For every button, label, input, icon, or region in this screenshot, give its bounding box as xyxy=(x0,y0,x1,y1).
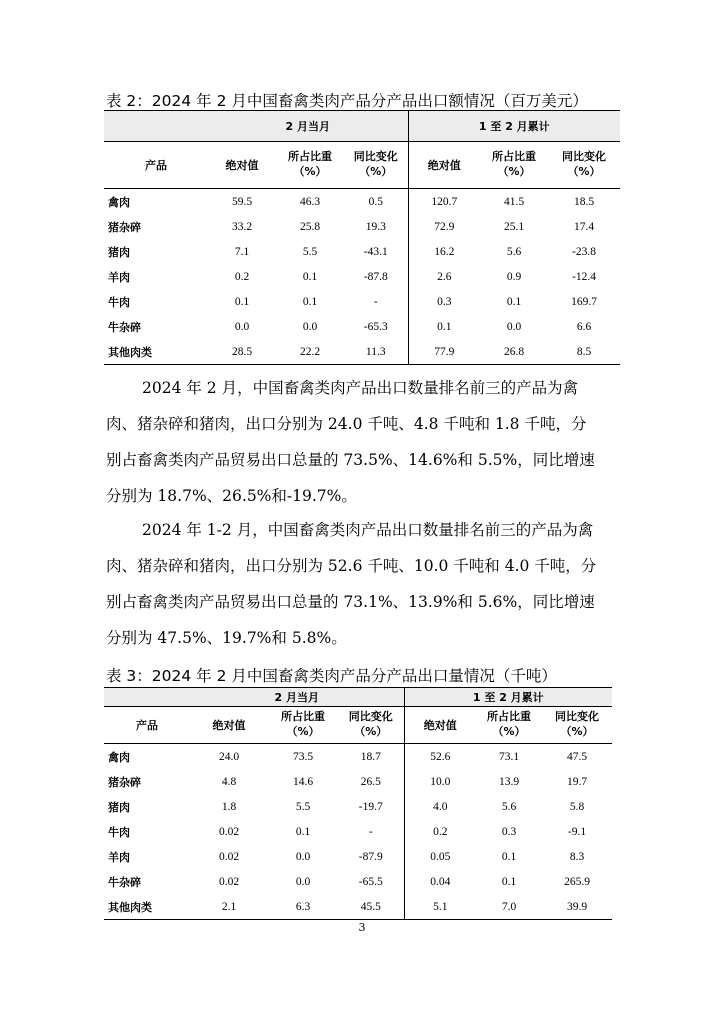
cum-yoy-change: -9.1 xyxy=(567,825,587,838)
cum-share-percent: 0.1 xyxy=(501,850,517,863)
cum-share-percent: 73.1 xyxy=(498,750,520,763)
cum-share-percent: 0.3 xyxy=(501,825,517,838)
group-cumulative-header: 1 至 2 月累计 xyxy=(404,688,612,707)
yoy-change: 18.7 xyxy=(360,750,381,763)
col-product: 产品 xyxy=(104,707,190,744)
product-name: 禽肉 xyxy=(108,195,130,209)
table-row xyxy=(104,769,612,794)
group-current-header: 2 月当月 xyxy=(208,111,408,142)
table-row xyxy=(104,339,620,365)
table3-caption: 表 3：2024 年 2 月中国畜禽类肉产品分产品出口量情况（千吨） xyxy=(106,667,557,685)
col-yoy: 同比变化 （%） xyxy=(338,707,404,744)
product-name: 牛肉 xyxy=(108,295,130,309)
product-name: 猪杂碎 xyxy=(108,775,141,789)
cum-absolute-value: 72.9 xyxy=(408,214,480,239)
table2-caption: 表 2：2024 年 2 月中国畜禽类肉产品分产品出口额情况（百万美元） xyxy=(106,92,588,110)
table-row xyxy=(104,214,620,239)
cum-share-percent: 0.1 xyxy=(501,875,517,888)
share-percent: 0.1 xyxy=(302,295,318,308)
yoy-change: -43.1 xyxy=(363,245,388,258)
col-yoy-cum: 同比变化 （%） xyxy=(548,142,620,189)
table-row xyxy=(104,894,612,920)
yoy-change: - xyxy=(368,825,373,838)
absolute-value: 4.8 xyxy=(221,775,237,788)
cum-absolute-value: 5.1 xyxy=(404,894,476,920)
col-absolute: 绝对值 xyxy=(208,142,276,189)
group-current-header: 2 月当月 xyxy=(190,688,404,707)
product-name: 猪杂碎 xyxy=(108,220,141,234)
paragraph-line: 2024 年 2 月，中国畜禽类肉产品出口数量排名前三的产品为禽 xyxy=(142,379,579,397)
cum-share-percent: 26.8 xyxy=(480,339,548,365)
col-absolute-cum: 绝对值 xyxy=(404,707,476,744)
table-row xyxy=(104,314,620,339)
yoy-change: -19.7 xyxy=(358,800,383,813)
col-share: 所占比重 （%） xyxy=(276,142,344,189)
header-blank xyxy=(104,111,208,142)
paragraph-february xyxy=(106,370,618,514)
table-row xyxy=(104,289,620,314)
table-row xyxy=(104,264,620,289)
share-percent: 14.6 xyxy=(292,775,314,788)
paragraph-line: 肉、猪杂碎和猪肉，出口分别为 52.6 千吨、10.0 千吨和 4.0 千吨，分 xyxy=(106,557,597,575)
share-percent: 22.2 xyxy=(276,339,344,365)
yoy-change: 11.3 xyxy=(344,339,408,365)
table-row xyxy=(104,869,612,894)
product-name: 羊肉 xyxy=(108,850,130,864)
share-percent: 0.1 xyxy=(295,825,311,838)
cum-absolute-value: 0.2 xyxy=(404,819,476,844)
cum-yoy-change: 265.9 xyxy=(564,875,590,888)
cum-yoy-change: 5.8 xyxy=(569,800,585,813)
absolute-value: 33.2 xyxy=(231,220,253,233)
paragraph-line: 肉、猪杂碎和猪肉，出口分别为 24.0 千吨、4.8 千吨和 1.8 千吨，分 xyxy=(106,415,587,433)
page-number: 3 xyxy=(358,921,366,934)
absolute-value: 7.1 xyxy=(234,245,250,258)
cum-yoy-change: 18.5 xyxy=(573,195,595,208)
cum-yoy-change: 6.6 xyxy=(576,320,592,333)
product-name: 猪肉 xyxy=(108,800,130,814)
cum-yoy-change: 17.4 xyxy=(573,220,595,233)
absolute-value: 24.0 xyxy=(218,750,240,763)
cum-share-percent: 0.1 xyxy=(506,295,522,308)
product-name: 牛肉 xyxy=(108,825,130,839)
cum-yoy-change: 39.9 xyxy=(542,894,612,920)
product-name: 禽肉 xyxy=(108,750,130,764)
cum-yoy-change: -23.8 xyxy=(572,245,597,258)
absolute-value: 59.5 xyxy=(231,195,253,208)
cum-yoy-change: 47.5 xyxy=(566,750,588,763)
cum-share-percent: 25.1 xyxy=(503,220,525,233)
yoy-change: -65.5 xyxy=(358,875,383,888)
cum-absolute-value: 0.04 xyxy=(404,869,476,894)
cum-share-percent: 0.0 xyxy=(506,320,522,333)
cum-share-percent: 13.9 xyxy=(498,775,520,788)
table-row xyxy=(104,794,612,819)
absolute-value: 0.02 xyxy=(218,875,240,888)
table-row xyxy=(104,189,620,215)
yoy-change: -87.9 xyxy=(358,850,383,863)
header-blank xyxy=(104,688,190,707)
cum-absolute-value: 10.0 xyxy=(404,769,476,794)
yoy-change: 45.5 xyxy=(338,894,404,920)
cum-share-percent: 5.6 xyxy=(501,800,517,813)
product-name: 羊肉 xyxy=(108,270,130,284)
cum-yoy-change: 19.7 xyxy=(566,775,588,788)
yoy-change: 19.3 xyxy=(365,220,386,233)
table-row xyxy=(104,844,612,869)
col-share-cum: 所占比重 （%） xyxy=(476,707,542,744)
cum-absolute-value: 0.05 xyxy=(404,844,476,869)
cum-yoy-change: 8.3 xyxy=(569,850,585,863)
col-yoy: 同比变化 （%） xyxy=(344,142,408,189)
absolute-value: 0.0 xyxy=(234,320,250,333)
absolute-value: 0.2 xyxy=(234,270,250,283)
absolute-value: 1.8 xyxy=(221,800,237,813)
yoy-change: 26.5 xyxy=(360,775,381,788)
table2-export-value xyxy=(104,110,620,365)
yoy-change: -87.8 xyxy=(363,270,388,283)
cum-share-percent: 5.6 xyxy=(506,245,522,258)
cum-yoy-change: 8.5 xyxy=(548,339,620,365)
cum-absolute-value: 2.6 xyxy=(408,264,480,289)
cum-share-percent: 7.0 xyxy=(476,894,542,920)
product-name: 其他肉类 xyxy=(104,339,208,365)
yoy-change: 0.5 xyxy=(368,195,383,208)
table-row xyxy=(104,819,612,844)
table-row xyxy=(104,744,612,770)
share-percent: 0.0 xyxy=(302,320,318,333)
cum-yoy-change: -12.4 xyxy=(572,270,597,283)
col-absolute-cum: 绝对值 xyxy=(408,142,480,189)
cum-absolute-value: 0.3 xyxy=(408,289,480,314)
absolute-value: 0.02 xyxy=(218,825,240,838)
paragraph-line: 分别为 18.7%、26.5%和-19.7%。 xyxy=(106,487,357,505)
share-percent: 0.0 xyxy=(295,875,311,888)
yoy-change: -65.3 xyxy=(363,320,388,333)
col-absolute: 绝对值 xyxy=(190,707,268,744)
product-name: 其他肉类 xyxy=(104,894,190,920)
group-cumulative-header: 1 至 2 月累计 xyxy=(408,111,620,142)
absolute-value: 28.5 xyxy=(208,339,276,365)
cum-yoy-change: 169.7 xyxy=(571,295,597,308)
cum-absolute-value: 120.7 xyxy=(408,189,480,215)
table-row xyxy=(104,239,620,264)
cum-share-percent: 41.5 xyxy=(503,195,525,208)
share-percent: 5.5 xyxy=(302,245,318,258)
absolute-value: 0.02 xyxy=(218,850,240,863)
share-percent: 0.1 xyxy=(302,270,318,283)
cum-absolute-value: 77.9 xyxy=(408,339,480,365)
col-share: 所占比重 （%） xyxy=(268,707,338,744)
cum-absolute-value: 16.2 xyxy=(408,239,480,264)
share-percent: 5.5 xyxy=(295,800,311,813)
paragraph-line: 别占畜禽类肉产品贸易出口总量的 73.5%、14.6%和 5.5%，同比增速 xyxy=(106,451,595,469)
product-name: 猪肉 xyxy=(108,245,130,259)
yoy-change: - xyxy=(373,295,378,308)
cum-absolute-value: 0.1 xyxy=(408,314,480,339)
paragraph-line: 2024 年 1-2 月，中国畜禽类肉产品出口数量排名前三的产品为禽 xyxy=(142,521,594,539)
table3-export-volume xyxy=(104,687,612,920)
col-yoy-cum: 同比变化 （%） xyxy=(542,707,612,744)
share-percent: 73.5 xyxy=(292,750,314,763)
share-percent: 6.3 xyxy=(268,894,338,920)
product-name: 牛杂碎 xyxy=(108,875,141,889)
cum-absolute-value: 4.0 xyxy=(404,794,476,819)
paragraph-line: 别占畜禽类肉产品贸易出口总量的 73.1%、13.9%和 5.6%，同比增速 xyxy=(106,593,595,611)
col-share-cum: 所占比重 （%） xyxy=(480,142,548,189)
share-percent: 25.8 xyxy=(299,220,321,233)
cum-share-percent: 0.9 xyxy=(506,270,522,283)
paragraph-line: 分别为 47.5%、19.7%和 5.8%。 xyxy=(106,629,347,647)
col-product: 产品 xyxy=(104,142,208,189)
absolute-value: 0.1 xyxy=(234,295,250,308)
absolute-value: 2.1 xyxy=(190,894,268,920)
paragraph-jan-feb xyxy=(106,512,618,656)
share-percent: 46.3 xyxy=(299,195,321,208)
share-percent: 0.0 xyxy=(295,850,311,863)
product-name: 牛杂碎 xyxy=(108,320,141,334)
cum-absolute-value: 52.6 xyxy=(404,744,476,770)
